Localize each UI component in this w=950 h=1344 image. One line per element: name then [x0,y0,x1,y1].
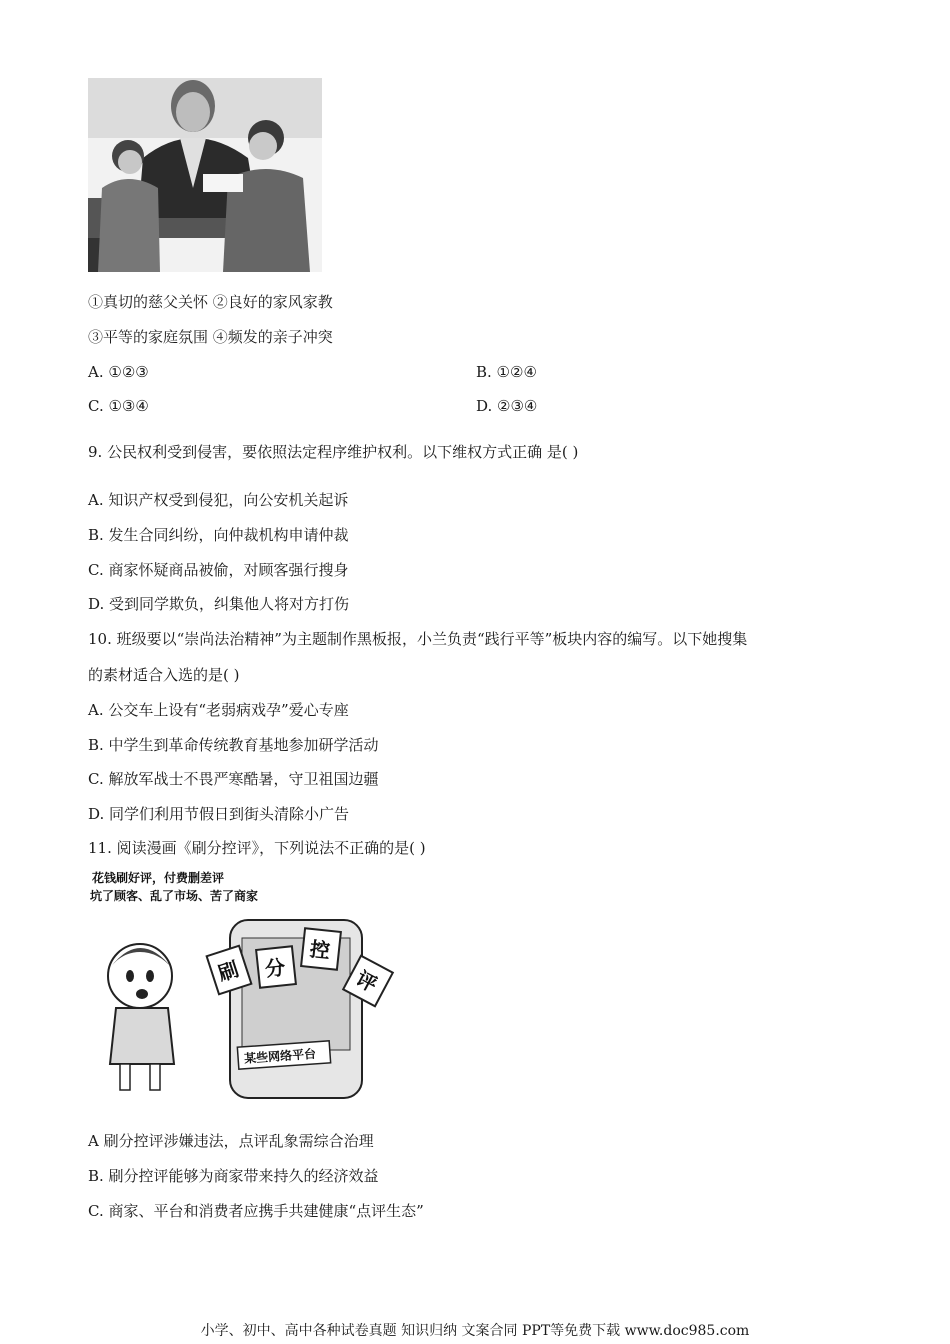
cartoon-sign-char-2: 分 [263,955,287,982]
q9-stem: 9. 公民权利受到侵害，要依照法定程序维护权利。以下维权方式正确 是( ) [88,443,579,461]
cartoon-sign-3 [301,928,341,970]
q10-choice-c: C. 解放军战士不畏严寒酷暑，守卫祖国边疆 [88,770,379,788]
q11-stem: 11. 阅读漫画《刷分控评》，下列说法不正确的是( ) [88,839,426,857]
cartoon-sign-char-3: 控 [308,936,332,963]
cartoon-sign-char-4: 评 [352,966,382,997]
q8-items-line1: ①真切的慈父关怀 ②良好的家风家教 [88,293,333,311]
q10-choice-b: B. 中学生到革命传统教育基地参加研学活动 [88,736,379,754]
cartoon-sign-char-1: 刷 [215,956,242,986]
q11-choice-b: B. 刷分控评能够为商家带来持久的经济效益 [88,1167,379,1185]
cartoon-caption-line2: 坑了顾客、乱了市场、苦了商家 [90,889,259,903]
cartoon-illustration [88,868,410,1100]
q10-stem-line2: 的素材适合入选的是( ) [88,666,240,684]
cartoon-sign-2 [256,946,296,988]
q9-choice-a: A. 知识产权受到侵犯，向公安机关起诉 [88,491,349,509]
cartoon-platform-label: 某些网络平台 [243,1046,317,1066]
q11-choice-a: A 刷分控评涉嫌违法，点评乱象需综合治理 [88,1132,374,1150]
family-illustration [88,78,322,272]
q9-choice-b: B. 发生合同纠纷，向仲裁机构申请仲裁 [88,526,349,544]
page-footer: 小学、初中、高中各种试卷真题 知识归纳 文案合同 PPT等免费下载 www.doc985.com [200,1323,750,1339]
q10-stem-line1: 10. 班级要以“崇尚法治精神”为主题制作黑板报，小兰负责“践行平等”板块内容的编写。以下她搜集 [88,630,748,648]
q10-choice-a: A. 公交车上设有“老弱病戏孕”爱心专座 [88,701,349,719]
q8-choice-d: D. ②③④ [476,397,538,415]
q10-choice-d: D. 同学们利用节假日到街头清除小广告 [88,805,350,823]
q8-choice-a: A. ①②③ [88,363,149,381]
q9-choice-c: C. 商家怀疑商品被偷，对顾客强行搜身 [88,561,349,579]
q8-choice-b: B. ①②④ [476,363,537,381]
q8-choice-c: C. ①③④ [88,397,149,415]
q11-choice-c: C. 商家、平台和消费者应携手共建健康“点评生态” [88,1202,424,1220]
cartoon-caption-line1: 花钱刷好评，付费删差评 [92,871,225,885]
q8-items-line2: ③平等的家庭氛围 ④频发的亲子冲突 [88,328,333,346]
q9-choice-d: D. 受到同学欺负，纠集他人将对方打伤 [88,595,350,613]
